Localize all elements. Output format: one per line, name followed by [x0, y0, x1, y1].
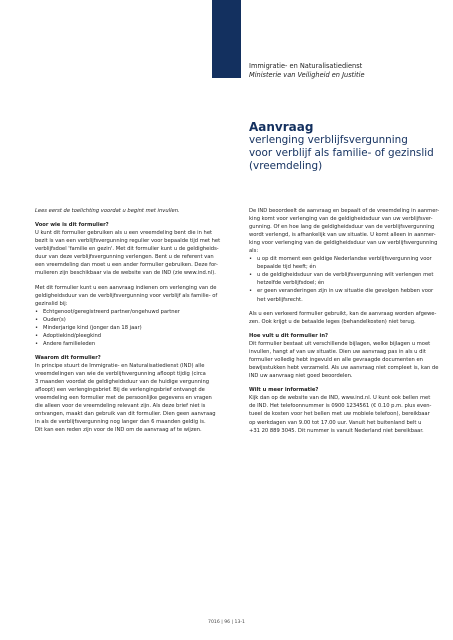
right-column: [249, 207, 441, 441]
list-item: • Andere familieleden: [35, 340, 227, 348]
paragraph: Dit formulier bestaat uit verschillende bijlagen, welke bijlagen u moet invullen, hangt af van uw situatie. Dien uw aanvraag pas in als u dit formulier volledig hebt ingevuld en alle gevraagde documenten en bewijsstukken hebt verzameld. Als uw aanvraag niet compleet is, kan de IND uw aanvraag niet goed beoordelen.: [249, 340, 439, 380]
left-column: [35, 207, 227, 441]
list-item: • Minderjarige kind (jonger dan 18 jaar): [35, 324, 227, 332]
form-code: 7016 | 96 | 13-1: [208, 620, 245, 625]
paragraph: Met dit formulier kunt u een aanvraag indienen om verlenging van de geldigheidsduur van de verblijfsvergunning voor verblijf als familie- of gezinslid bij:: [35, 284, 218, 307]
logo-ribbon: [212, 0, 241, 78]
list-item: • Ouder(s): [35, 316, 227, 324]
paragraph: Kijk dan op de website van de IND, www.ind.nl. U kunt ook bellen met de IND. Het telefoonnummer is 0900 1234561 (€ 0.10 p.m. plus even- tueel de kosten voor het bellen met uw mobiele telefoon), bereikbaar op werkdagen van 9.00 tot 17.00 uur. Vanuit het buitenland belt u +31 20 889 3045. Dit nummer is vanuit Nederland niet bereikbaar.: [249, 395, 432, 434]
list-item: • u de geldigheidsduur van de verblijfsvergunning wilt verlengen met hetzelfde verblijfsdoel; én: [249, 271, 441, 287]
intro-note: Lees eerst de toelichting voordat u begint met invullen.: [35, 208, 180, 214]
paragraph: U kunt dit formulier gebruiken als u een vreemdeling bent die in het bezit is van een verblijfsvergunning regulier voor bepaalde tijd met het verblijfsdoel 'familie en gezin'. Met dit formulier kunt u de geldigheids- duur van deze verblijfsvergunning verlengen. Bent u de referent van een vreemdeling dan moet u een ander formulier gebruiken. Deze for- mulieren zijn beschikbaar via de website van de IND (zie www.ind.nl).: [35, 230, 221, 277]
list-item: • u op dit moment een geldige Nederlandse verblijfsvergunning voor bepaalde tijd heeft; én: [249, 255, 441, 271]
coat-of-arms-icon: [427, 50, 449, 72]
section-heading: Hoe vult u dit formulier in?: [249, 332, 329, 339]
paragraph: De IND beoordeelt de aanvraag en bepaalt of de vreemdeling in aanmer- king komt voor verlenging van de geldigheidsduur van uw verblijfsver- gunning. Of en hoe lang de geldigheidsduur van de verblijfsvergunning wordt verlengd, is afhankelijk van uw situatie. U komt alleen in aanmer- king voor verlenging van de geldigheidsduur van uw verblijfsvergunning als:: [249, 208, 440, 255]
family-member-list: [35, 308, 227, 348]
organization-name: [249, 62, 365, 80]
list-item: • Echtgenoot/geregistreerd partner/ongehuwd partner: [35, 308, 227, 316]
title-sub-line: (vreemdeling): [249, 160, 323, 173]
conditions-list: [249, 255, 441, 303]
title-main: Aanvraag: [249, 120, 314, 134]
paragraph: Als u een verkeerd formulier gebruikt, kan de aanvraag worden afgewe- zen. Ook krijgt u de betaalde leges (behandelkosten) niet terug.: [249, 310, 437, 325]
title-sub-line: verlenging verblijfsvergunning: [249, 134, 408, 146]
paragraph: In principe stuurt de Immigratie- en Naturalisatiedienst (IND) alle vreemdelingen van wie de verblijfsvergunning afloopt tijdig (circa 3 maanden voordat de geldigheidsduur van de huidige vergunning afloopt) een verlengingsbrief. Bij de verlengingsbrief ontvangt de vreemdeling een formulier met de persoonlijke gegevens en vragen die alleen voor de vreemdeling relevant zijn. Als deze brief niet is ontvangen, maakt dan gebruik van dit formulier. Dien geen aanvraag in als de verblijfsvergunning nog langer dan 6 maanden geldig is. Dit kan een reden zijn voor de IND om de aanvraag af te wijzen.: [35, 362, 216, 434]
title-sub-line: voor verblijf als familie- of gezinslid: [249, 147, 434, 160]
section-heading: Wilt u meer informatie?: [249, 387, 319, 394]
list-item: • er geen veranderingen zijn in uw situatie die gevolgen hebben voor het verblijfsrecht.: [249, 287, 441, 303]
section-heading: Waarom dit formulier?: [35, 354, 101, 361]
list-item: • Adoptiekind/pleegkind: [35, 332, 227, 340]
org-name: Immigratie- en Naturalisatiedienst: [249, 62, 363, 70]
ministry-name: Ministerie van Veiligheid en Justitie: [249, 71, 365, 79]
document-title: [249, 120, 434, 174]
section-heading: Voor wie is dit formulier?: [35, 222, 109, 229]
